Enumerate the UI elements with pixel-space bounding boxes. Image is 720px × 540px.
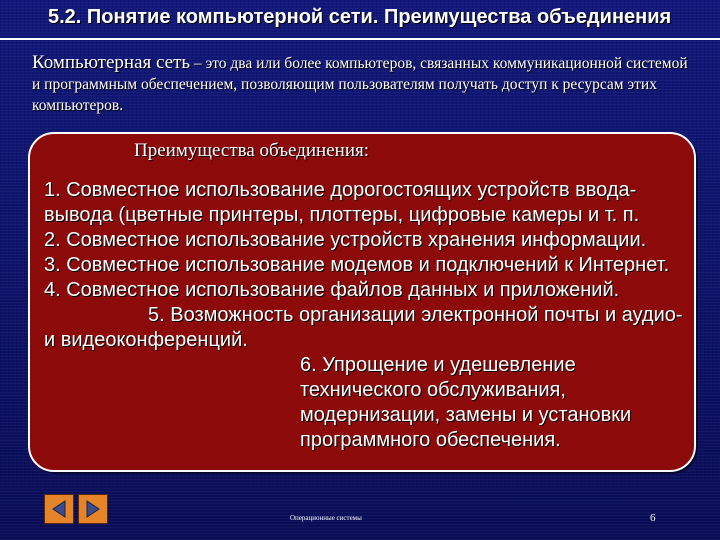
footer-text: Операционные системы (290, 514, 362, 522)
prev-slide-button[interactable] (44, 494, 74, 524)
advantages-list (44, 178, 694, 453)
arrow-left-icon (45, 495, 73, 523)
advantages-title: Преимущества объединения: (134, 140, 370, 161)
page-number: 6 (650, 512, 656, 524)
slide-title: 5.2. Понятие компьютерной сети. Преимущества объединения (48, 6, 672, 28)
list-item: 3. Совместное использование модемов и подключений к Интернет. (44, 254, 670, 276)
title-divider (0, 38, 720, 40)
definition-text: – это два или более компьютеров, связанных коммуникационной системой и программным обеспечением, позволяющим пользователям получать доступ к ресурсам этих компьютеров. (32, 55, 688, 114)
next-slide-button[interactable] (78, 494, 108, 524)
list-item: 6. Упрощение и удешевление технического обслуживания, модернизации, замены и установки программного обеспечения. (300, 354, 632, 451)
list-item: 5. Возможность организации электронной почты и аудио- и видеоконференций. (44, 304, 683, 351)
definition-term: Компьютерная сеть (32, 52, 191, 73)
list-item: 1. Совместное использование дорогостоящих устройств ввода-вывода (цветные принтеры, плоттеры, цифровые камеры и т. п. (44, 179, 640, 226)
list-item: 2. Совместное использование устройств хранения информации. (44, 229, 647, 251)
list-item-4-and-5 (44, 278, 694, 353)
definition-paragraph (32, 52, 692, 116)
list-item: 4. Совместное использование файлов данных и приложений. (44, 279, 620, 301)
arrow-right-icon (79, 495, 107, 523)
